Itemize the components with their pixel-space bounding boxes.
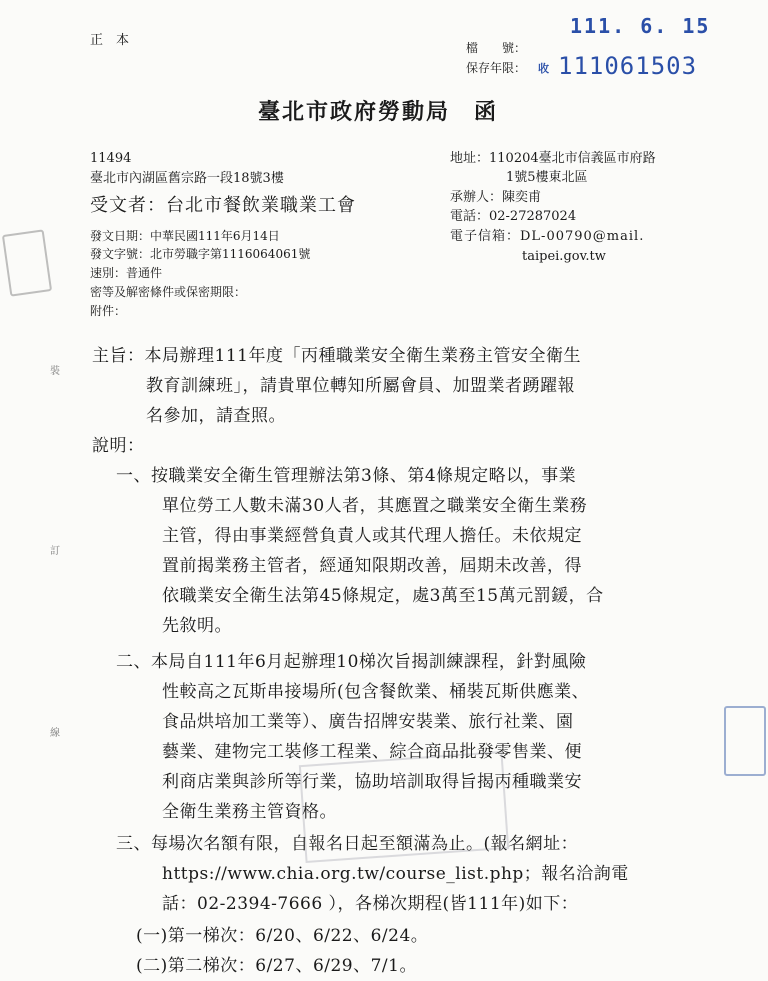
contact-email-line2: taipei.gov.tw [522,249,606,264]
contact-phone: 電話：02-27287024 [450,209,577,224]
delivery-speed: 速別：普通件 [90,266,163,280]
retention-label: 保存年限： [466,61,527,75]
item-2-line-5: 利商店業與診所等行業，協助培訓取得旨揭丙種職業安 [162,772,582,792]
issue-date: 發文日期：中華民國111年6月14日 [90,229,280,243]
contact-address-line2: 1號5樓東北區 [506,170,588,185]
receipt-prefix-stamp: 收 [538,62,549,75]
binding-mark-middle: 訂 [50,546,60,557]
schedule-item-2: (二)第二梯次：6/27、6/29、7/1。 [136,956,417,976]
item-1-line-4: 置前揭業務主管者，經通知限期改善，屆期未改善，得 [162,556,582,576]
contact-email-line1: 電子信箱：DL-00790@mail. [450,229,645,244]
document-number: 發文字號：北市勞職字第1116064061號 [90,247,311,261]
item-3-line-1: 三、每場次名額有限，自報名日起至額滿為止。(報名網址： [116,834,579,854]
item-2-line-4: 藝業、建物完工裝修工程業、綜合商品批發零售業、便 [162,742,582,762]
subject-line-1: 主旨：本局辦理111年度「丙種職業安全衛生業務主管安全衛生 [92,346,581,366]
security-level: 密等及解密條件或保密期限： [90,285,247,299]
receipt-date-stamp: 111. 6. 15 [570,14,711,38]
subject-line-2: 教育訓練班」，請貴單位轉知所屬會員、加盟業者踴躍報 [146,376,575,396]
item-1-line-6: 先敘明。 [162,616,232,636]
item-2-line-3: 食品烘培加工業等）、廣告招牌安裝業、旅行社業、園 [162,712,574,732]
subject-line-3: 名參加，請查照。 [146,406,286,426]
schedule-item-1: (一)第一梯次：6/20、6/22、6/24。 [136,926,429,946]
item-3-line-3: 話：02-2394-7666 ），各梯次期程(皆111年)如下： [162,894,579,914]
left-seal-stamp [2,229,52,296]
item-1-line-2: 單位勞工人數未滿30人者，其應置之職業安全衛生業務 [162,496,588,516]
contact-address-line1: 地址：110204臺北市信義區市府路 [450,151,656,166]
item-2-line-1: 二、本局自111年6月起辦理10梯次旨揭訓練課程，針對風險 [116,652,587,672]
item-1-line-3: 主管，得由事業經營負責人或其代理人擔任。未依規定 [162,526,582,546]
postal-code: 11494 [90,151,132,166]
item-1-line-5: 依職業安全衛生法第45條規定，處3萬至15萬元罰鍰，合 [162,586,604,606]
copy-mark: 正 本 [90,33,130,48]
contact-handler: 承辦人：陳奕甫 [450,190,542,205]
explanation-label: 說明： [92,436,145,456]
recipient-address: 臺北市內湖區舊宗路一段18號3樓 [90,171,284,186]
recipient-label: 受文者：台北市餐飲業職業工會 [90,195,356,216]
binding-mark-top: 裝 [50,366,60,377]
receipt-number-stamp: 111061503 [558,52,698,80]
file-number-label: 檔 號： [466,41,527,55]
agency-title: 臺北市政府勞動局 函 [258,99,499,125]
attachment-label: 附件： [90,304,127,318]
item-2-line-6: 全衛生業務主管資格。 [162,802,337,822]
item-1-line-1: 一、按職業安全衛生管理辦法第3條、第4條規定略以，事業 [116,466,577,486]
binding-mark-bottom: 線 [50,728,60,739]
item-2-line-2: 性較高之瓦斯串接場所(包含餐飲業、桶裝瓦斯供應業、 [162,682,590,702]
right-seal-stamp [724,706,766,776]
item-3-line-2: https://www.chia.org.tw/course_list.php；報名洽詢電 [162,864,629,884]
